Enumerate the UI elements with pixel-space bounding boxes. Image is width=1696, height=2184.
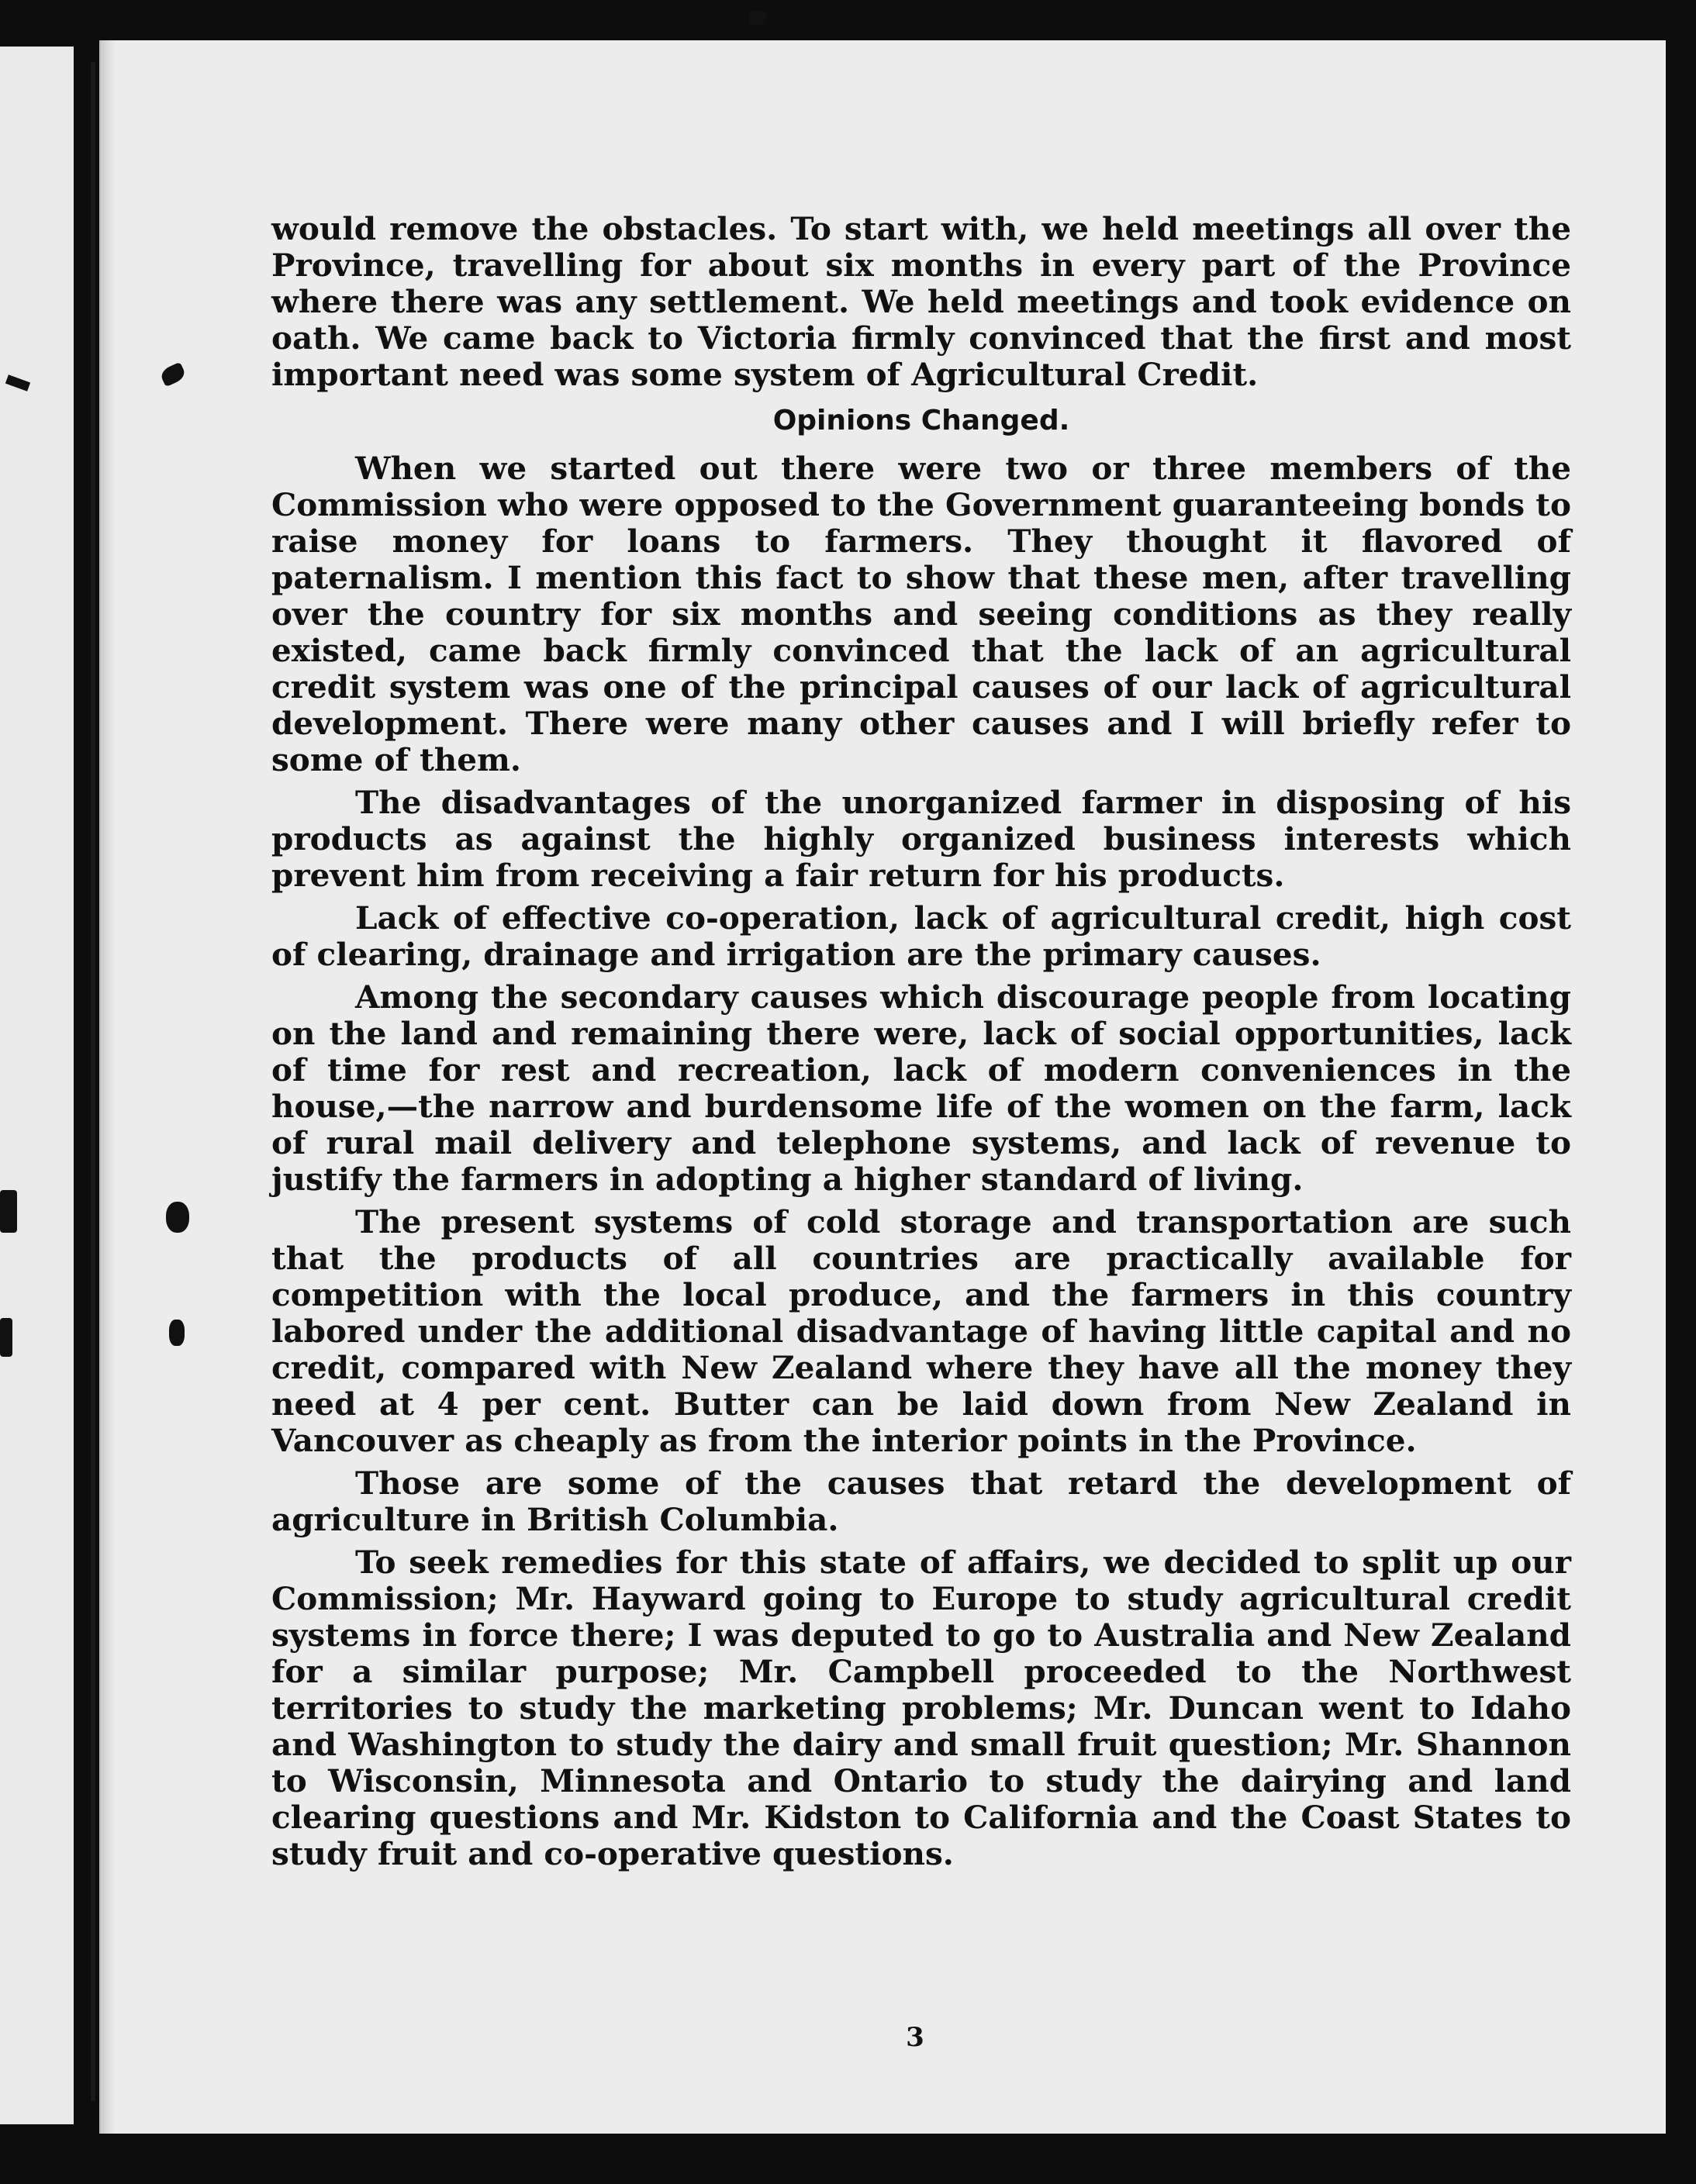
page-number: 3 bbox=[906, 2022, 924, 2053]
opening-paragraph: would remove the obstacles. To start with, we held meetings all over the Province, travelling for about six months in every part of the Province where there was any settlement. We held meetings and took evidence on oath. We came back to Victoria firmly convinced that the first and most important need was some system of Agricultural Credit. bbox=[271, 210, 1571, 393]
margin-mark bbox=[166, 1202, 189, 1233]
paragraph: Lack of effective co-operation, lack of agricultural credit, high cost of clearing, drainage and irrigation are the primary causes. bbox=[271, 899, 1571, 973]
scan-mark bbox=[748, 11, 767, 25]
scan-mark bbox=[0, 1190, 17, 1233]
paragraph: Among the secondary causes which discourage people from locating on the land and remaining there were, lack of social opportunities, lack of time for rest and recreation, lack of modern conveniences in the house,—the narrow and burdensome life of the women on the farm, lack of rural mail delivery and telephone systems, and lack of revenue to justify the farmers in adopting a higher standard of living. bbox=[271, 978, 1571, 1198]
page-shadow bbox=[99, 40, 115, 2134]
document-body bbox=[271, 211, 1571, 1879]
scan-mark bbox=[0, 1318, 12, 1357]
paragraph: When we started out there were two or three members of the Commission who were opposed to the Government guaranteeing bonds to raise money for loans to farmers. They thought it flavored of paternalism. I mention this fact to show that these men, after travelling over the country for six months and seeing conditions as they really existed, came back firmly convinced that the lack of an agricultural credit system was one of the principal causes of our lack of agricultural development. There were many other causes and I will briefly refer to some of them. bbox=[271, 450, 1571, 778]
paragraph: The disadvantages of the unorganized farmer in disposing of his products as against the highly organized business interests which prevent him from receiving a fair return for his products. bbox=[271, 784, 1571, 894]
paragraph: The present systems of cold storage and transportation are such that the products of all countries are practically available for competition with the local produce, and the farmers in this country labored under the additional disadvantage of having little capital and no credit, compared with New Zealand where they have all the money they need at 4 per cent. Butter can be laid down from New Zealand in Vancouver as cheaply as from the interior points in the Province. bbox=[271, 1203, 1571, 1459]
gutter-line bbox=[91, 62, 95, 2101]
margin-mark bbox=[169, 1320, 185, 1346]
paragraph: To seek remedies for this state of affairs, we decided to split up our Commission; Mr. Hayward going to Europe to study agricultural credit systems in force there; I was deputed to go to Australia and New Zealand for a similar purpose; Mr. Campbell proceeded to the Northwest territories to study the marketing problems; Mr. Duncan went to Idaho and Washington to study the dairy and small fruit question; Mr. Shannon to Wisconsin, Minnesota and Ontario to study the dairying and land clearing questions and Mr. Kidston to California and the Coast States to study fruit and co-operative questions. bbox=[271, 1544, 1571, 1872]
facing-page-edge bbox=[0, 47, 74, 2124]
section-heading: Opinions Changed. bbox=[772, 405, 1070, 436]
paragraph: Those are some of the causes that retard the development of agriculture in British Columbia. bbox=[271, 1465, 1571, 1538]
